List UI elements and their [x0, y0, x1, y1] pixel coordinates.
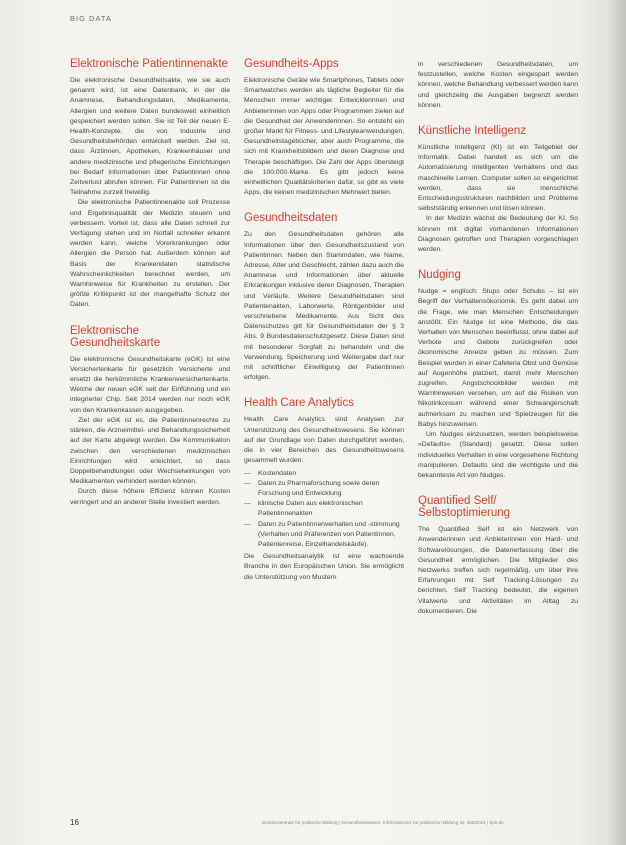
paragraph: Die elektronische Patientinnenakte soll Prozesse und Ergebnisqualität der Medizin steuern und verbessern. Vorteil ist, dass alle Daten schnell zur Verfügung stehen und im Notfall schneller erkannt werden kann, welche Vorerkrankungen oder Allergien die Person hat. Außerdem können auf Basis der Krankendaten statistische Wahrscheinlichkeiten berechnet werden, um Warnhinweise für Krankheiten zu erstellen. Der größte Kritikpunkt ist der mangelhafte Schutz der Daten.: [70, 199, 230, 309]
page-number: 16: [70, 818, 79, 827]
section-label: BIG DATA: [70, 14, 112, 23]
list-item-text: Daten zu Patientinnenverhalten und -stimmung (Verhalten und Präferenzen von Patientinnen, Patientenreise, Einzelhandelskäufe).: [258, 520, 400, 548]
footer-note: Bundeszentrale für politische Bildung | Gesundheitswesen, Informationen zur politischen Bildung Nr. 345/2021 | bpb.de: [262, 820, 504, 825]
paragraph: Die Gesundheitsanalytik ist eine wachsende Branche in den Europäischen Union. Sie ermöglicht die Unterstützung von Mustern: [244, 553, 404, 581]
paragraph: Health Care Analytics sind Analysen zur Unterstützung des Gesundheitswesens. Sie können auf der Grundlage von Daten durchgeführt werden, die in vier Bereichen des Gesundheitswesens gesammelt wurden:: [244, 416, 404, 465]
paragraph: Durch diese höhere Effizienz können Kosten verringert und an anderer Stelle investiert werden.: [70, 488, 230, 506]
column-1: [70, 58, 230, 508]
paragraph: Ziel der eGK ist es, die Patientinnenrechte zu stärken, die Arzneimittel- und Behandlungssicherheit auf der Karte abgelegt werden. Die Kommunikation zwischen den verschiedenen medizinischen Einrichtungen wird erleichtert, so dass Doppelbehandlungen oder Wechselwirkungen von Medikamenten verhindert werden können.: [70, 416, 230, 486]
list-item: [244, 499, 404, 519]
paragraph: Die elektronische Gesundheitskarte (eGK) ist eine Versichertenkarte für gesetzlich Versicherte und ersetzt die herkömmliche Krankenversichertenkarte. Welche der neuen eGK seit der Einführung und ein integrierter Chip. Seit 2014 werden nur noch eGK von den Krankenkassen ausgegeben.: [70, 355, 230, 414]
paragraph: Künstliche Intelligenz (KI) ist ein Teilgebiet der Informatik. Dabei handelt es sich um die Automatisierung intelligenten Verhaltens und das maschinelle Lernen. Computer sollen so eingerichtet werden, dass sie menschliche Entscheidungsstrukturen nachbilden und Probleme selbstständig erkennen und lösen können.: [418, 144, 578, 213]
paragraph: Nudge = englisch: Stups oder Schubs – ist ein Begriff der Verhaltensökonomik. Es geht dabei um die Frage, wie man Menschen Entscheidungen anstößt. Ein Nudge ist eine Methode, die das Verhalten von Menschen beeinflusst, ohne dabei auf Verbote und Gebote zurückgreifen oder ökonomische Anreize geben zu müssen. Zum Beispiel wurden in einer Cafeteria Obst und Gemüse auf Augenhöhe platziert, damit mehr Menschen zugreifen. Angstschockbilder werden mit Warnhinweisen versehen, um auf die Risiken von Nikotinkonsum während einer Schwangerschaft aufmerksam zu machen und Spielzeugen für die Babys hinzuweisen.: [418, 288, 578, 428]
heading-nudging: Nudging: [418, 269, 461, 282]
heading-kuenstliche-intelligenz: Künstliche Intelligenz: [418, 125, 527, 138]
heading-gesundheitsdaten: Gesundheitsdaten: [244, 212, 338, 225]
paragraph: In der Medizin wächst die Bedeutung der KI. So können mit digital vorhandenen Informationen Diagnosen getroffen und Therapien vorgeschlagen werden.: [418, 215, 578, 254]
list-item-text: klinische Daten aus elektronischen Patientinnenakten: [258, 500, 363, 518]
heading-gesundheitskarte: Elektronische Gesundheitskarte: [70, 324, 161, 349]
list-item-text: Kostendaten: [258, 469, 297, 477]
dash-icon: —: [244, 500, 251, 508]
paragraph: The Quantified Self ist ein Netzwerk von Anwenderinnen und Anbieterinnen von Hard- und Softwarelösungen, die Datenerfassung über die Gesundheit ermöglichen. Die Mitglieder des Netzwerks treffen sich regelmäßig, um über ihre Erfahrungen mit Self Tracking-Lösungen zu berichten. Self Tracking bedeutet, die eigenen Vitalwerte und Aktivitäten im Alltag zu dokumentieren. Die: [418, 526, 578, 615]
list-item-text: Daten zu Pharmaforschung sowie deren Forschung und Entwicklung: [258, 479, 380, 497]
dash-icon: —: [244, 520, 251, 528]
heading-patientinnenakte: Elektronische Patientinnenakte: [70, 58, 228, 70]
page-edge-shadow: [608, 0, 626, 845]
heading-health-care-analytics: Health Care Analytics: [244, 397, 354, 410]
column-3: [418, 60, 578, 617]
list-item: [244, 469, 404, 479]
paragraph: Die elektronische Gesundheitsakte, wie sie auch genannt wird, ist eine Datenbank, in der die Anamnese, Behandlungsdaten, Medikamente, Allergien und weitere Daten bundesweit einheitlich gespeichert werden sollen. Sie ist Teil der neuen E-Health-Konzepte, die von Industrie und Gesundheitsbehörden entwickelt werden. Ziel ist, dass Ärztinnen, Apotheken, Krankenhäuser und andere medizinische und pflegerische Einrichtungen bei Bedarf Informationen über Patientinnen ohne Zeitverlust abrufen können. Für Patientinnen ist die Teilnahme zurzeit freiwillig.: [70, 77, 230, 197]
heading-quantified-self: Quantified Self/ Selbstoptimierung: [418, 495, 511, 520]
paragraph: Um Nudges einzusetzen, werden beispielsweise »Defaults« (Standard) gesetzt. Diese sollen individuelles Verhalten in eine vorgesehene Richtung manipulieren. Defaults sind die wichtigste und die bekannteste Art von Nudges.: [418, 431, 578, 479]
heading-gesundheits-apps: Gesundheits-Apps: [244, 58, 339, 70]
paragraph: Zu den Gesundheitsdaten gehören alle Informationen über den Gesundheitszustand von Patientinnen. Neben den Stammdaten, wie Name, Adresse, Alter und Geschlecht, zählen dazu auch die Anamnese und Informationen über aktuelle Erkrankungen inklusive deren Diagnosen, Therapien und Verläufe. Weitere Gesundheitsdaten sind Patientenakten, Laborwerte, Röntgenbilder und verschriebene Medikamente. Aus Sicht des Datenschutzes gilt für Gesundheitsdaten der § 3 Abs. 9 Bundesdatenschutzgesetz. Diese Daten sind mit besonderer Sorgfalt zu behandeln und die Verwendung, Speicherung und Weitergabe darf nur mit schriftlicher Einwilligung der Patientinnen erfolgen.: [244, 231, 404, 382]
dash-icon: —: [244, 479, 251, 487]
column-2: [244, 58, 404, 583]
list-item: [244, 479, 404, 499]
list-item: [244, 520, 404, 551]
dash-icon: —: [244, 469, 251, 477]
bullet-list: [244, 469, 404, 551]
paragraph: in verschiedenen Gesundheitsdaten, um festzustellen, welche Kosten eingespart werden können, welche Behandlung verbessert werden kann und gleichzeitig die Ausgaben begrenzt werden können.: [418, 61, 578, 109]
paragraph: Elektronische Geräte wie Smartphones, Tablets oder Smartwatches werden als tägliche Begleiter für die Menschen immer wichtiger. Entwicklerinnen und Anbieterinnen von Apps oder Programmen zielen auf die Gesundheit der Anwenderinnen. So entsteht ein großer Markt für Fitness- und Lifestyleanwendungen, Gesundheitstagebücher, aber auch Programme, die sich mit Krankheitsbildern und deren Diagnose und Therapie beschäftigen. Die Zahl der Apps übersteigt die 100.000-Marke. Es gibt jedoch keine einheitlichen Qualitätskriterien dafür, so gibt es viele Apps, die keinen medizinischen Mehrwert bieten.: [244, 77, 404, 197]
